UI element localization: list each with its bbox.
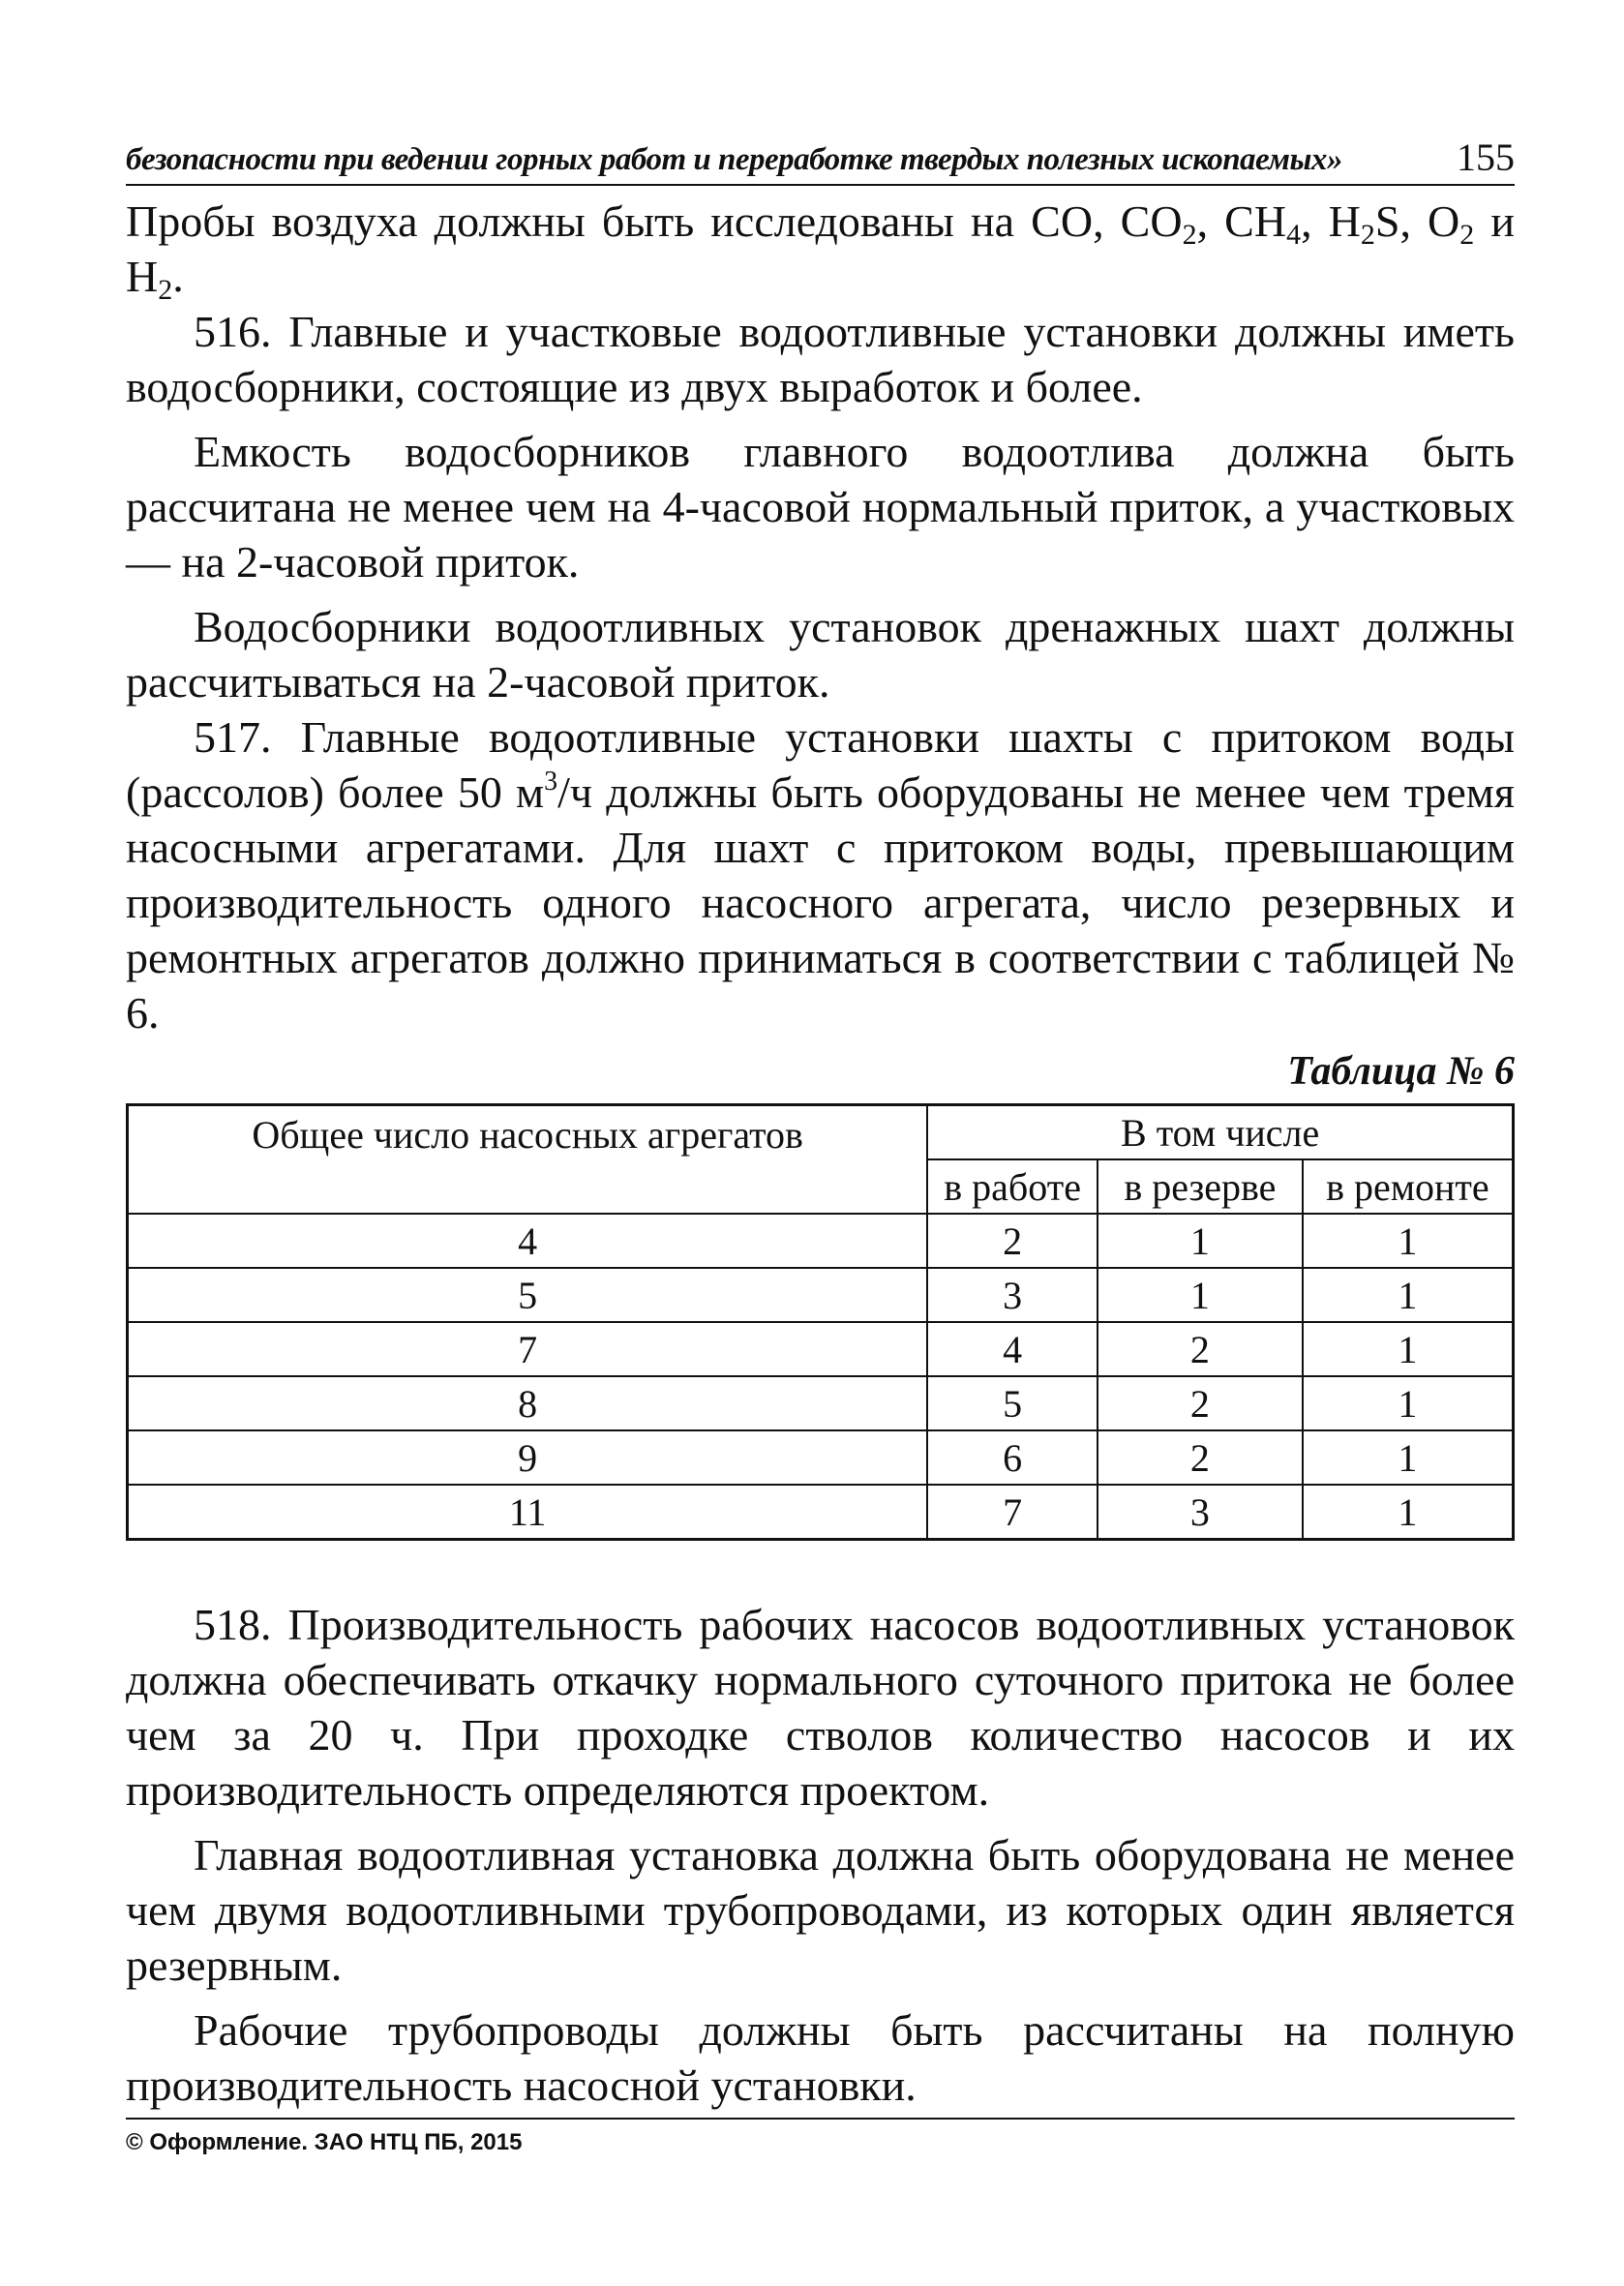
table-row — [128, 1430, 1514, 1485]
table-cell: 1 — [1303, 1376, 1514, 1430]
paragraph-518: 518. Производительность рабочих насосов водоотливных установок должна обеспечивать откачку нормального суточного притока не более чем за 20 ч. При проходке стволов количество насосов и их производительность определяются проектом. — [126, 1600, 1515, 1815]
paragraph-516: 516. Главные и участковые водоотливные установки должны иметь водосборники, состоящие из двух выработок и более. — [126, 307, 1515, 411]
paragraph-air-samples: Пробы воздуха должны быть исследованы на СО, $СО_2$, $СН_4$, $Н_2S$, $О_2$ и $Н_2$. — [126, 196, 1516, 306]
page-number: 155 — [1457, 135, 1515, 179]
column-header-group: В том числе — [927, 1105, 1513, 1160]
column-header-reserve: в резерве — [1098, 1159, 1303, 1214]
table-row — [128, 1322, 1514, 1376]
column-header-repair: в ремонте — [1303, 1159, 1514, 1214]
paragraph-working-pipes: Рабочие трубопроводы должны быть рассчитаны на полную производительность насосной установки. — [126, 2005, 1515, 2110]
table-row — [128, 1268, 1514, 1322]
table-cell: 1 — [1303, 1485, 1514, 1540]
table-cell: 2 — [1098, 1322, 1303, 1376]
footer-copyright: © Оформление. ЗАО НТЦ ПБ, 2015 — [126, 2129, 523, 2155]
table-cell: 11 — [128, 1485, 928, 1540]
table-cell: 1 — [1303, 1322, 1514, 1376]
footer-divider — [126, 2118, 1515, 2120]
pump-units-table — [126, 1103, 1515, 1541]
running-title: безопасности при ведении горных работ и переработке твердых полезных ископаемых» — [126, 142, 1342, 177]
body-text-lower — [126, 1597, 1515, 2113]
table-cell: 2 — [1098, 1430, 1303, 1485]
table-cell: 1 — [1303, 1268, 1514, 1322]
table-row — [128, 1376, 1514, 1430]
table-cell: 1 — [1098, 1268, 1303, 1322]
table-cell: 4 — [927, 1322, 1098, 1376]
table-cell: 1 — [1303, 1430, 1514, 1485]
column-header-total: Общее число насосных агрегатов — [128, 1105, 928, 1215]
paragraph-sump-capacity: Емкость водосборников главного водоотлива должна быть рассчитана не менее чем на 4-часовой нормальный приток, а участковых — на 2-часовой приток. — [126, 427, 1515, 587]
table-cell: 4 — [128, 1214, 928, 1268]
table-cell: 9 — [128, 1430, 928, 1485]
running-header — [126, 135, 1515, 186]
table-row — [128, 1214, 1514, 1268]
table-cell: 1 — [1098, 1214, 1303, 1268]
table-cell: 7 — [927, 1485, 1098, 1540]
table-cell: 2 — [927, 1214, 1098, 1268]
paragraph-main-drainage-pipes: Главная водоотливная установка должна быть оборудована не менее чем двумя водоотливными трубопроводами, из которых один является резервным. — [126, 1830, 1515, 1990]
table-caption: Таблица № 6 — [1287, 1049, 1515, 1094]
table-cell: 6 — [927, 1430, 1098, 1485]
table-cell: 7 — [128, 1322, 928, 1376]
table-cell: 5 — [128, 1268, 928, 1322]
table-cell: 3 — [927, 1268, 1098, 1322]
table-cell: 8 — [128, 1376, 928, 1430]
table-cell: 5 — [927, 1376, 1098, 1430]
table-cell: 2 — [1098, 1376, 1303, 1430]
paragraph-drainage-sumps: Водосборники водоотливных установок дренажных шахт должны рассчитываться на 2-часовой приток. — [126, 602, 1515, 707]
table-cell: 1 — [1303, 1214, 1514, 1268]
column-header-working: в работе — [927, 1159, 1098, 1214]
paragraph-517: 517. Главные водоотливные установки шахты с притоком воды (рассолов) более 50 $м^3/ч$ должны быть оборудованы не менее чем тремя насосными агрегатами. Для шахт с притоком воды, превышающим производительность одного насосного агрегата, число резервных и ремонтных агрегатов должно приниматься в соответствии с таблицей № 6. — [126, 712, 1516, 1038]
body-text-upper — [126, 194, 1515, 1040]
table-row — [128, 1485, 1514, 1540]
table-cell: 3 — [1098, 1485, 1303, 1540]
